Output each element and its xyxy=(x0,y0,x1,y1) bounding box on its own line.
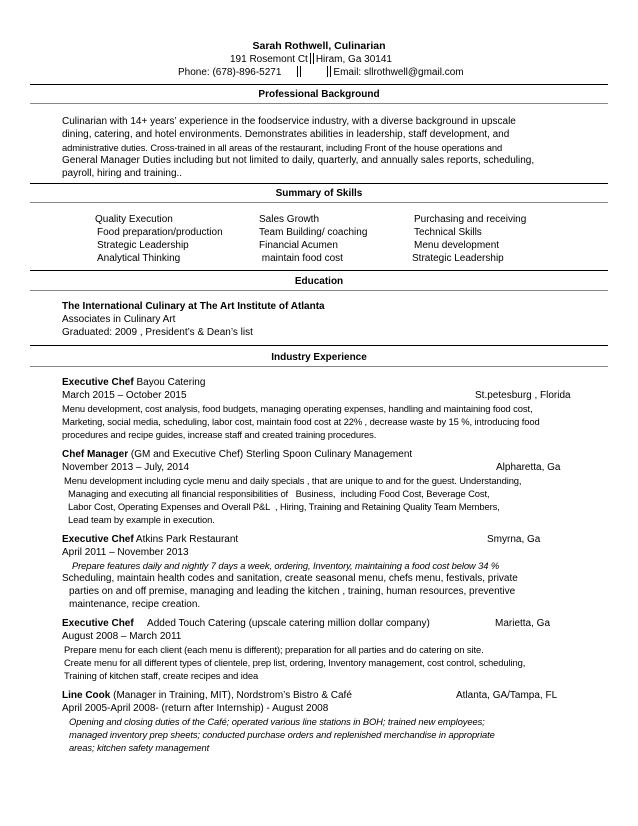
skill-item: Sales Growth xyxy=(259,214,320,225)
job-duty: Prepare menu for each client (each menu is different); preparation for all parties and do catering on site. xyxy=(64,644,484,655)
section-title-skills: Summary of Skills xyxy=(275,188,363,199)
job-location: Alpharetta, Ga xyxy=(496,462,561,473)
candidate-name: Sarah Rothwell, Culinarian xyxy=(252,40,386,52)
job-role: Chef Manager xyxy=(62,449,129,460)
skill-item: Strategic Leadership xyxy=(97,240,189,251)
skill-item: Menu development xyxy=(414,240,500,251)
job-location: Smyrna, Ga xyxy=(487,534,541,545)
address-city: Hiram, Ga 30141 xyxy=(315,54,392,65)
background-line: dining, catering, and hotel environments. Demonstrates abilities in leadership, staff development, and xyxy=(62,129,510,140)
job-location: Atlanta, GA/Tampa, FL xyxy=(456,690,558,701)
job-duty: procedures and recipe guides, increase staff and created training procedures. xyxy=(62,429,377,440)
skill-item: Analytical Thinking xyxy=(97,253,181,264)
background-line: payroll, hiring and training.. xyxy=(62,168,183,179)
separator xyxy=(310,53,314,64)
job-employer: Bayou Catering xyxy=(133,377,206,388)
job-dates: August 2008 – March 2011 xyxy=(62,631,182,642)
divider xyxy=(30,290,608,291)
skill-item: Food preparation/production xyxy=(97,227,223,238)
phone: Phone: (678)-896-5271 xyxy=(178,67,282,78)
job-duty: parties on and off premise, managing and leading the kitchen , training, human resources, preventive xyxy=(69,586,516,597)
school-name: The International Culinary at The Art Institute of Atlanta xyxy=(62,301,325,312)
job-duty: Training of kitchen staff, create recipes and idea xyxy=(64,670,259,681)
job-location: St.petesburg , Florida xyxy=(475,390,571,401)
job-duty: areas; kitchen safety management xyxy=(69,742,210,753)
job-employer: (Manager in Training, MIT), Nordstrom’s Bistro & Café xyxy=(110,690,352,701)
separator xyxy=(327,66,331,77)
job-duty: Lead team by example in execution. xyxy=(68,514,215,525)
skill-item: maintain food cost xyxy=(259,253,343,264)
job-role: Executive Chef xyxy=(62,534,134,545)
job-role: Executive Chef xyxy=(62,377,134,388)
divider xyxy=(30,366,608,367)
contact-line xyxy=(178,66,464,78)
section-title-background: Professional Background xyxy=(258,89,380,100)
graduation: Graduated: 2009 , President’s & Dean’s list xyxy=(62,327,253,338)
skill-item: Strategic Leadership xyxy=(412,253,504,264)
job-dates: November 2013 – July, 2014 xyxy=(62,462,190,473)
job-title xyxy=(62,376,205,389)
background-line: General Manager Duties including but not limited to daily, quarterly, and annually sales reports, scheduling, xyxy=(62,155,535,166)
job-employer: Atkins Park Restaurant xyxy=(133,534,239,545)
divider xyxy=(30,270,608,271)
separator xyxy=(297,66,301,77)
job-highlight: Prepare features daily and nightly 7 days a week, ordering, Inventory, maintaining a food cost below 34 % xyxy=(72,560,500,571)
job-employer: Added Touch Catering (upscale catering million dollar company) xyxy=(133,618,430,629)
job-dates: April 2011 – November 2013 xyxy=(62,547,189,558)
job-dates: March 2015 – October 2015 xyxy=(62,390,187,401)
job-employer: (GM and Executive Chef) Sterling Spoon Culinary Management xyxy=(128,449,413,460)
job-duty: managed inventory prep sheets; conducted purchase orders and replenished merchandise in appropriate xyxy=(69,729,495,740)
divider xyxy=(30,202,608,203)
job-duty: Marketing, social media, scheduling, labor cost, maintain food cost at 22% , decrease waste by 15 %, introducing food xyxy=(62,416,540,427)
job-duty: Managing and executing all financial responsibilities of Business, including Food Cost, Beverage Cost, xyxy=(68,488,490,499)
job-duty: Menu development including cycle menu and daily specials , that are unique to and for the guest. Understanding, xyxy=(64,475,522,486)
email: Email: sllrothwell@gmail.com xyxy=(333,67,464,78)
job-role: Line Cook xyxy=(62,690,111,701)
job-duty: Menu development, cost analysis, food budgets, managing operating expenses, handling and maintaining food cost, xyxy=(62,403,533,414)
skill-item: Quality Execution xyxy=(95,214,173,225)
degree: Associates in Culinary Art xyxy=(62,314,176,325)
divider xyxy=(30,103,608,104)
job-title xyxy=(62,617,430,630)
job-title xyxy=(62,689,352,702)
job-dates: April 2005-April 2008- (return after Internship) - August 2008 xyxy=(62,703,329,714)
divider xyxy=(30,345,608,346)
section-title-experience: Industry Experience xyxy=(271,352,367,363)
background-line: Culinarian with 14+ years’ experience in the foodservice industry, with a diverse background in upscale xyxy=(62,116,516,127)
job-duty: Create menu for all different types of clientele, prep list, ordering, Inventory management, cost control, scheduling, xyxy=(64,657,526,668)
skill-item: Team Building/ coaching xyxy=(259,227,368,238)
job-duty: Opening and closing duties of the Café; operated various line stations in BOH; trained new employees; xyxy=(69,716,485,727)
skill-item: Financial Acumen xyxy=(259,240,338,251)
job-duty: Scheduling, maintain health codes and sanitation, create seasonal menu, chefs menu, festivals, private xyxy=(62,573,518,584)
address-line xyxy=(230,53,392,65)
job-duty: Labor Cost, Operating Expenses and Overall P&L , Hiring, Training and Retaining Quality Team Members, xyxy=(68,501,500,512)
job-title xyxy=(62,448,412,461)
skill-item: Technical Skills xyxy=(414,227,482,238)
job-title xyxy=(62,533,238,546)
divider xyxy=(30,84,608,85)
divider xyxy=(30,183,608,184)
background-line: administrative duties. Cross-trained in all areas of the restaurant, including Front of the house operations and xyxy=(62,142,503,153)
skill-item: Purchasing and receiving xyxy=(414,214,527,225)
job-location: Marietta, Ga xyxy=(495,618,551,629)
job-role: Executive Chef xyxy=(62,618,134,629)
address-street: 191 Rosemont Ct xyxy=(230,54,308,65)
job-duty: maintenance, recipe creation. xyxy=(69,599,201,610)
section-title-education: Education xyxy=(294,276,344,287)
